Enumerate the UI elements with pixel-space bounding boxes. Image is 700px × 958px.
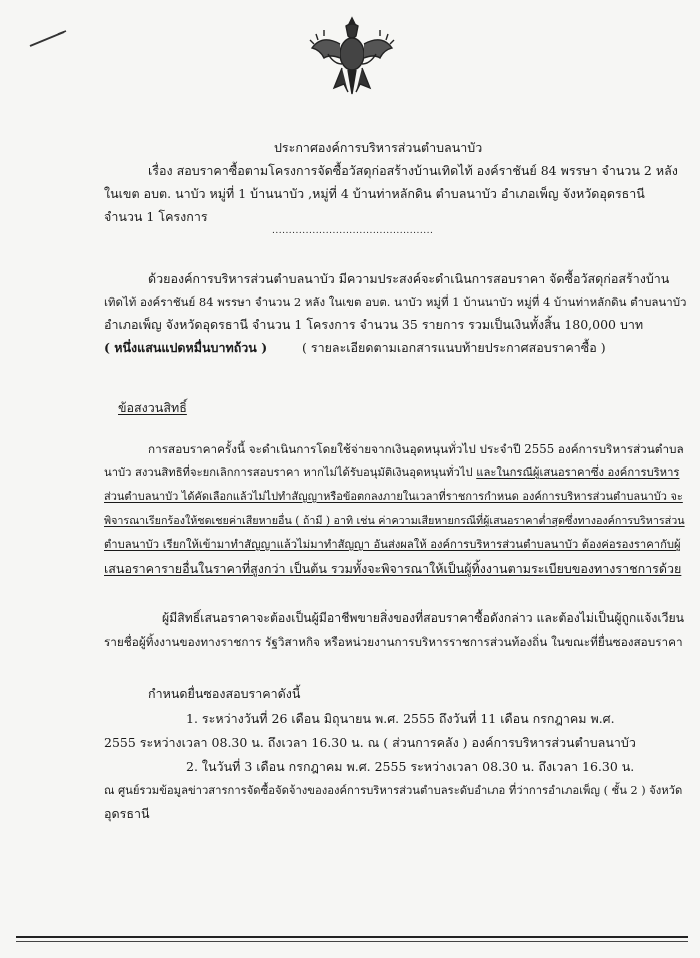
rights-line-4: พิจารณาเรียกร้องให้ชดเชยค่าเสียหายอื่น ( ถ้ามี ) อาทิ เช่น ค่าความเสียหายกรณีที่ผู้เสนอราคาต่ำสุดซึ่งทางองค์การบริหารส่วน: [104, 514, 685, 527]
intro-line-2: เทิดไท้ องค์ราชันย์ 84 พรรษา จำนวน 2 หลัง ในเขต อบต. นาบัว หมู่ที่ 1 บ้านนาบัว หมู่ที่ 4 บ้านท่าหลักดิน ตำบลนาบัว: [104, 295, 687, 309]
schedule-item-2-line-3: อุดรธานี: [104, 806, 150, 821]
schedule-heading: กำหนดยื่นซองสอบราคาดังนี้: [148, 686, 301, 701]
intro-amount-in-words: ( หนึ่งแสนแปดหมื่นบาทถ้วน ): [104, 340, 268, 355]
intro-reference-note: ( รายละเอียดตามเอกสารแนบท้ายประกาศสอบราคาซื้อ ): [302, 340, 606, 355]
intro-line-3: อำเภอเพ็ญ จังหวัดอุดรธานี จำนวน 1 โครงการ จำนวน 35 รายการ รวมเป็นเงินทั้งสิ้น 180,000 บาท: [104, 317, 644, 332]
subject-line-1: เรื่อง สอบราคาซื้อตามโครงการจัดซื้อวัสดุก่อสร้างบ้านเทิดไท้ องค์ราชันย์ 84 พรรษา จำนวน 2 หลัง: [148, 163, 678, 178]
rights-line-2-start: นาบัว สงวนสิทธิที่จะยกเลิกการสอบราคา หากไม่ได้รับอนุมัติเงินอุดหนุนทั่วไป: [104, 466, 477, 479]
rights-line-2: [104, 465, 679, 481]
schedule-item-1-line-1: 1. ระหว่างวันที่ 26 เดือน มิถุนายน พ.ศ. 2555 ถึงวันที่ 11 เดือน กรกฎาคม พ.ศ.: [186, 711, 615, 726]
rights-line-6: เสนอราคารายอื่นในราคาที่สูงกว่า เป็นต้น รวมทั้งจะพิจารณาให้เป็นผู้ทิ้งงานตามระเบียบของทางราชการด้วย: [104, 561, 682, 576]
rights-line-1: การสอบราคาครั้งนี้ จะดำเนินการโดยใช้จ่ายจากเงินอุดหนุนทั่วไป ประจำปี 2555 องค์การบริหารส่วนตำบล: [148, 442, 684, 456]
eligibility-line-1: ผู้มีสิทธิ์เสนอราคาจะต้องเป็นผู้มีอาชีพขายสิ่งของที่สอบราคาซื้อดังกล่าว และต้องไม่เป็นผู้ถูกแจ้งเวียน: [162, 611, 685, 625]
rights-line-2-end: และในกรณีผู้เสนอราคาซึ่ง องค์การบริหาร: [476, 466, 680, 479]
announcement-title: ประกาศองค์การบริหารส่วนตำบลนาบัว: [274, 140, 483, 155]
rights-heading: ข้อสงวนสิทธิ์: [118, 400, 187, 415]
garuda-emblem-icon: [308, 14, 396, 96]
subject-line-3: จำนวน 1 โครงการ: [104, 209, 208, 224]
intro-line-1: ด้วยองค์การบริหารส่วนตำบลนาบัว มีความประสงค์จะดำเนินการสอบราคา จัดซื้อวัสดุก่อสร้างบ้าน: [148, 271, 670, 286]
bottom-border-line-thin: [16, 941, 688, 942]
schedule-item-1-line-2: 2555 ระหว่างเวลา 08.30 น. ถึงเวลา 16.30 น. ณ ( ส่วนการคลัง ) องค์การบริหารส่วนตำบลนาบัว: [104, 735, 636, 750]
eligibility-line-2: รายชื่อผู้ทิ้งงานของทางราชการ รัฐวิสาหกิจ หรือหน่วยงานการบริหารราชการส่วนท้องถิ่น ในขณะที่ยื่นซองสอบราคา: [104, 635, 683, 649]
bottom-border-line: [16, 936, 688, 938]
rights-line-3: ส่วนตำบลนาบัว ได้คัดเลือกแล้วไม่ไปทำสัญญาหรือข้อตกลงภายในเวลาที่ราชการกำหนด องค์การบริหารส่วนตำบลนาบัว จะ: [104, 490, 683, 503]
schedule-item-2-line-2: ณ ศูนย์รวมข้อมูลข่าวสารการจัดซื้อจัดจ้างขององค์การบริหารส่วนตำบลระดับอำเภอ ที่ว่าการอำเภอเพ็ญ ( ชั้น 2 ) จังหวัด: [104, 784, 683, 797]
subject-line-2: ในเขต อบต. นาบัว หมู่ที่ 1 บ้านนาบัว ,หมู่ที่ 4 บ้านท่าหลักดิน ตำบลนาบัว อำเภอเพ็ญ จังหวัดอุดรธานี: [104, 186, 645, 201]
rights-line-5: ตำบลนาบัว เรียกให้เข้ามาทำสัญญาแล้วไม่มาทำสัญญา อันส่งผลให้ องค์การบริหารส่วนตำบลนาบัว ต้องค่อรองราคากับผู้: [104, 538, 681, 551]
pen-stroke-mark: [28, 28, 68, 50]
separator-dots-text: ................................................: [272, 226, 434, 236]
schedule-item-2-line-1: 2. ในวันที่ 3 เดือน กรกฎาคม พ.ศ. 2555 ระหว่างเวลา 08.30 น. ถึงเวลา 16.30 น.: [186, 759, 635, 774]
